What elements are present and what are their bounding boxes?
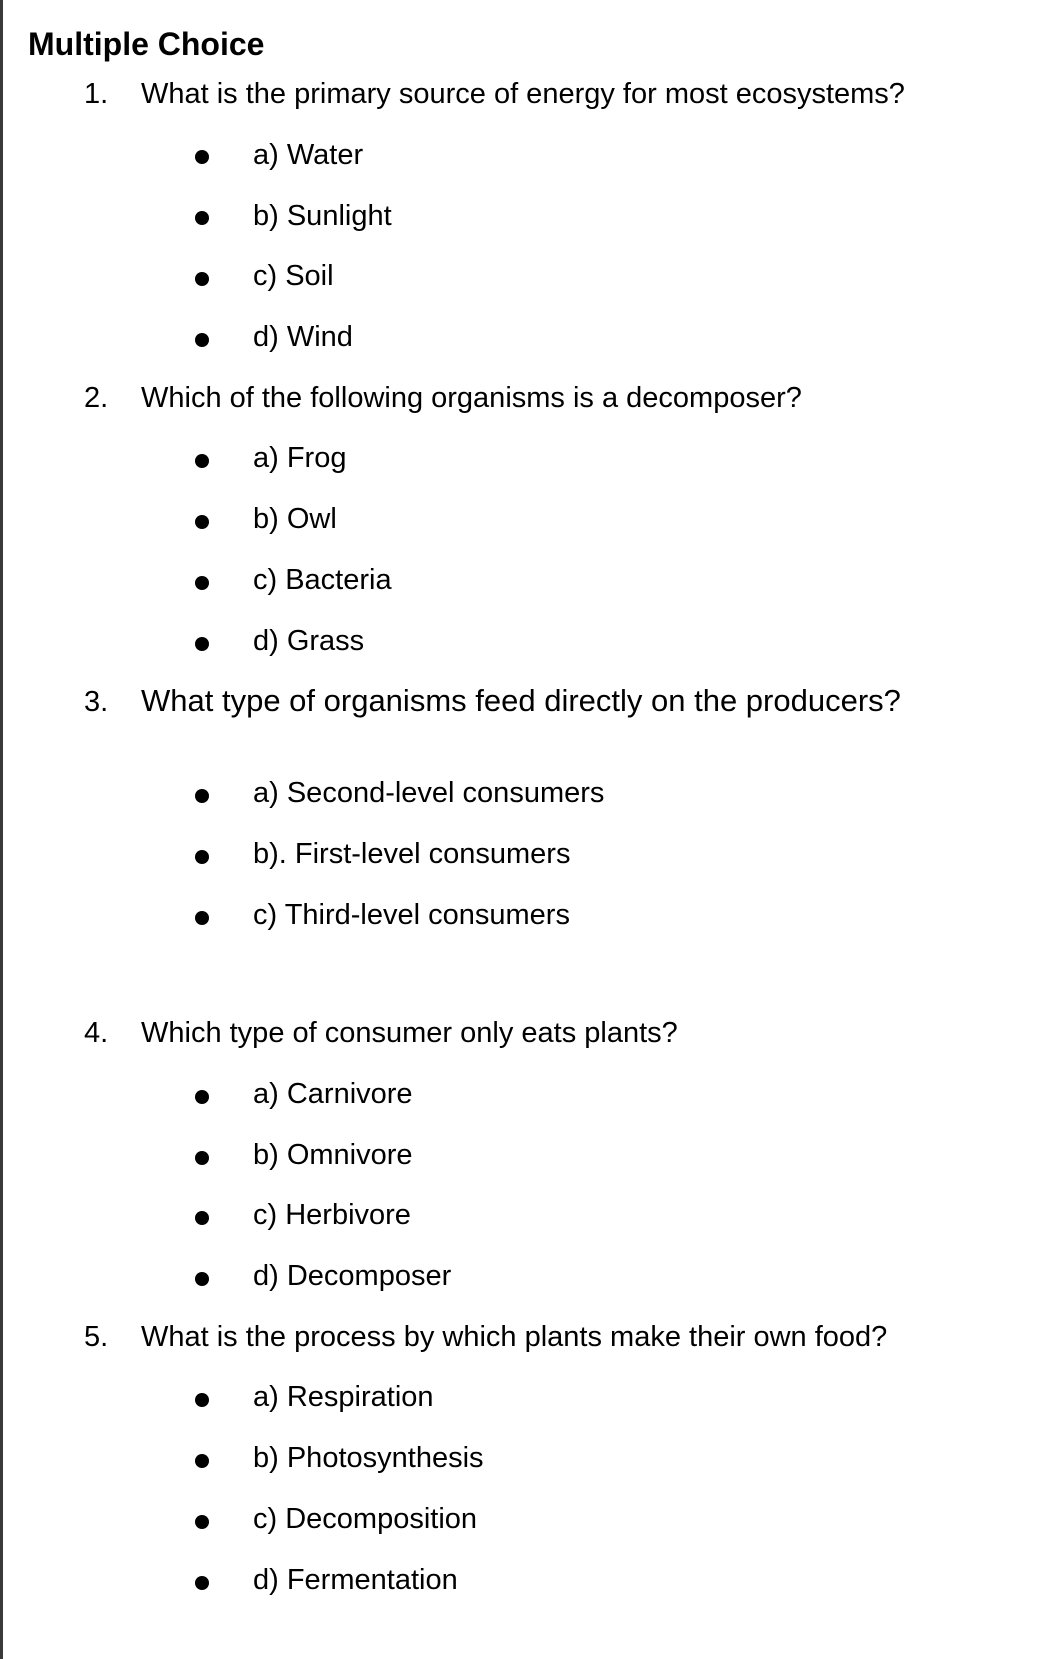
question-number: 5. — [84, 1321, 109, 1353]
bullet-icon — [195, 1211, 209, 1225]
answer-option: c) Third-level consumers — [253, 899, 570, 931]
question-number: 1. — [84, 78, 109, 110]
bullet-icon — [195, 272, 209, 286]
answer-option: b) Omnivore — [253, 1139, 413, 1171]
bullet-icon — [195, 515, 209, 529]
bullet-icon — [195, 911, 209, 925]
question-text: What is the process by which plants make their own food? — [141, 1321, 888, 1353]
question-text: Which of the following organisms is a decomposer? — [141, 382, 802, 414]
bullet-icon — [195, 789, 209, 803]
answer-option: c) Herbivore — [253, 1199, 411, 1231]
answer-option: d) Wind — [253, 321, 353, 353]
section-title: Multiple Choice — [28, 26, 265, 62]
bullet-icon — [195, 333, 209, 347]
bullet-icon — [195, 576, 209, 590]
question-text: Which type of consumer only eats plants? — [141, 1017, 678, 1049]
question-number: 2. — [84, 382, 109, 414]
answer-option: c) Decomposition — [253, 1503, 478, 1535]
bullet-icon — [195, 1272, 209, 1286]
answer-option: a) Carnivore — [253, 1078, 413, 1110]
question-text: What type of organisms feed directly on the producers? — [141, 683, 901, 718]
answer-option: a) Frog — [253, 442, 347, 474]
bullet-icon — [195, 1454, 209, 1468]
bullet-icon — [195, 637, 209, 651]
question-number: 4. — [84, 1017, 109, 1049]
answer-option: b) Sunlight — [253, 200, 392, 232]
answer-option: d) Decomposer — [253, 1260, 452, 1292]
answer-option: a) Respiration — [253, 1381, 434, 1413]
bullet-icon — [195, 150, 209, 164]
question-number: 3. — [84, 686, 109, 718]
bullet-icon — [195, 1151, 209, 1165]
answer-option: a) Water — [253, 139, 364, 171]
answer-option: d) Grass — [253, 625, 365, 657]
answer-option: c) Bacteria — [253, 564, 392, 596]
answer-option: b) Photosynthesis — [253, 1442, 484, 1474]
bullet-icon — [195, 454, 209, 468]
bullet-icon — [195, 1515, 209, 1529]
answer-option: d) Fermentation — [253, 1564, 458, 1596]
answer-option: a) Second-level consumers — [253, 777, 605, 809]
bullet-icon — [195, 1393, 209, 1407]
answer-option: b) Owl — [253, 503, 337, 535]
answer-option: c) Soil — [253, 260, 334, 292]
question-text: What is the primary source of energy for most ecosystems? — [141, 78, 905, 110]
bullet-icon — [195, 211, 209, 225]
bullet-icon — [195, 1576, 209, 1590]
bullet-icon — [195, 1090, 209, 1104]
answer-option: b). First-level consumers — [253, 838, 571, 870]
bullet-icon — [195, 850, 209, 864]
